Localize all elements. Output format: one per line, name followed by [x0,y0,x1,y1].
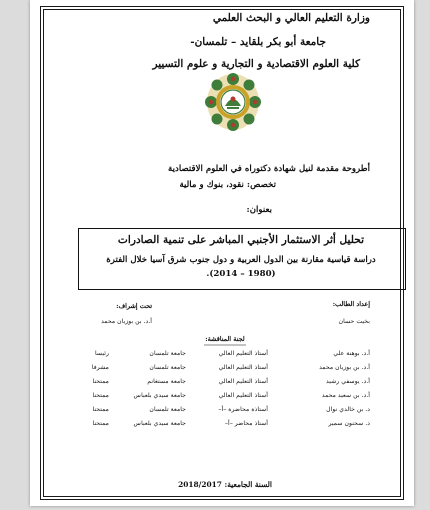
jury-heading: لجنة المناقشة: [205,335,245,343]
jury-member-role: مشرفا [91,364,109,371]
jury-member-institution: جامعة سيدي بلعباس [133,420,186,427]
jury-member-institution: جامعة سيدي بلعباس [133,392,186,399]
document-page [30,0,414,506]
student-name: بخيت حسان [338,318,370,325]
jury-member-institution: جامعة تلمسان [149,350,186,357]
faculty-line: كلية العلوم الاقتصادية و التجارية و علوم التسيير [152,58,360,70]
jury-member-rank: أستاذ محاضر –أ– [224,420,268,427]
jury-member-rank: أستاذة محاضرة –أ– [218,406,268,413]
academic-year: السنة الجامعية: 2018/2017 [178,480,272,489]
thesis-subtitle-line1: دراسة قياسية مقارنة بين الدول العربية و دول جنوب شرق آسيا خلال الفترة [106,255,376,265]
thesis-subtitle-line2: (1980 – 2014). [206,269,276,279]
jury-member-role: ممتحنا [92,392,109,399]
jury-member-rank: أستاذ التعليم العالي [218,350,268,357]
jury-member-rank: أستاذ التعليم العالي [218,364,268,371]
emblem-petals [205,73,261,131]
university-line: جامعة أبو بكر بلقايد – تلمسان- [190,36,326,48]
jury-member-name: أ.د. يوسفي رشيد [325,378,370,385]
specialty-line: تخصص: نقود، بنوك و مالية [179,180,276,190]
jury-member-institution: جامعة تلمسان [149,406,186,413]
jury-member-role: ممتحنا [92,406,109,413]
thesis-purpose: أطروحة مقدمة لنيل شهادة دكتوراه في العلوم الاقتصادية [168,164,370,174]
thesis-title: تحليل أثر الاستثمار الأجنبي المباشر على تنمية الصادرات [117,234,365,246]
jury-member-name: د. سحنون سمير [328,420,370,427]
ministry-line: وزارة التعليم العالي و البحث العلمي [212,12,370,24]
jury-member-name: د. بن خالدي نوال [326,406,370,413]
jury-member-name: أ.د. بن بوزيان محمد [319,364,370,371]
jury-member-rank: أستاذ التعليم العالي [218,392,268,399]
student-label: إعداد الطالب: [332,300,370,308]
jury-member-rank: أستاذ التعليم العالي [218,378,268,385]
jury-member-institution: جامعة تلمسان [149,364,186,371]
jury-member-institution: جامعة مستغانم [147,378,186,385]
supervisor-name: أ.د. بن بوزيان محمد [101,318,152,325]
supervisor-label: تحت إشراف: [116,302,152,310]
jury-member-role: ممتحنا [92,378,109,385]
jury-member-role: رئيسا [95,350,109,357]
jury-member-role: ممتحنا [92,420,109,427]
title-label: بعنوان: [246,205,272,215]
jury-member-name: أ.د. بوهنة علي [333,350,370,357]
jury-heading-underline [204,344,246,346]
university-emblem [205,72,261,132]
jury-member-name: أ.د. بن سعيد محمد [321,392,370,399]
